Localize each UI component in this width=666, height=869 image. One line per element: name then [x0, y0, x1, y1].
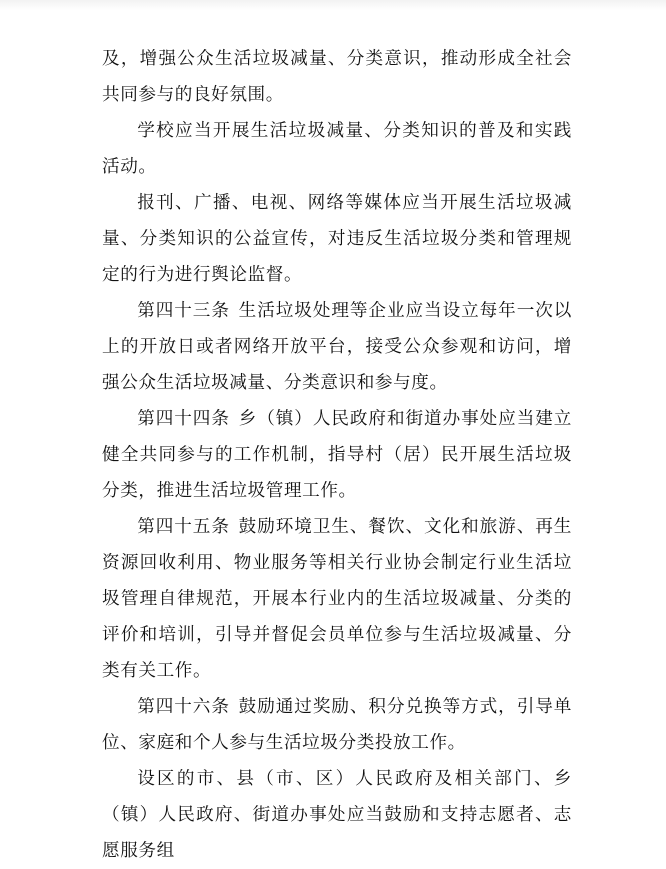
article-number: 第四十五条 [137, 517, 230, 537]
paragraph-volunteers [102, 761, 572, 869]
document-body [102, 41, 572, 869]
paragraph-continuation [102, 41, 572, 113]
article-number: 第四十三条 [137, 301, 230, 321]
article-text: 生活垃圾处理等企业应当设立每年一次以上的开放日或者网络开放平台，接受公众参观和访问，增强公众生活垃圾减量、分类意识和参与度。 [102, 301, 572, 393]
paragraph-text: 设区的市、县（市、区）人民政府及相关部门、乡（镇）人民政府、街道办事处应当鼓励和支持志愿者、志愿服务组 [102, 769, 572, 861]
article-45 [102, 509, 572, 689]
article-number: 第四十四条 [137, 409, 230, 429]
article-44 [102, 401, 572, 509]
article-text: 鼓励环境卫生、餐饮、文化和旅游、再生资源回收利用、物业服务等相关行业协会制定行业生活垃圾管理自律规范，开展本行业内的生活垃圾减量、分类的评价和培训，引导并督促会员单位参与生活垃圾减量、分类有关工作。 [102, 517, 572, 681]
paragraph-school [102, 113, 572, 185]
paragraph-text: 报刊、广播、电视、网络等媒体应当开展生活垃圾减量、分类知识的公益宣传，对违反生活垃圾分类和管理规定的行为进行舆论监督。 [102, 193, 572, 285]
article-text: 鼓励通过奖励、积分兑换等方式，引导单位、家庭和个人参与生活垃圾分类投放工作。 [102, 697, 572, 753]
article-text: 乡（镇）人民政府和街道办事处应当建立健全共同参与的工作机制，指导村（居）民开展生活垃圾分类，推进生活垃圾管理工作。 [102, 409, 572, 501]
paragraph-text: 学校应当开展生活垃圾减量、分类知识的普及和实践活动。 [102, 121, 572, 177]
paragraph-media [102, 185, 572, 293]
article-43 [102, 293, 572, 401]
article-46 [102, 689, 572, 761]
paragraph-text: 及，增强公众生活垃圾减量、分类意识，推动形成全社会共同参与的良好氛围。 [102, 49, 572, 105]
article-number: 第四十六条 [137, 697, 230, 717]
page-top-edge [0, 0, 666, 10]
